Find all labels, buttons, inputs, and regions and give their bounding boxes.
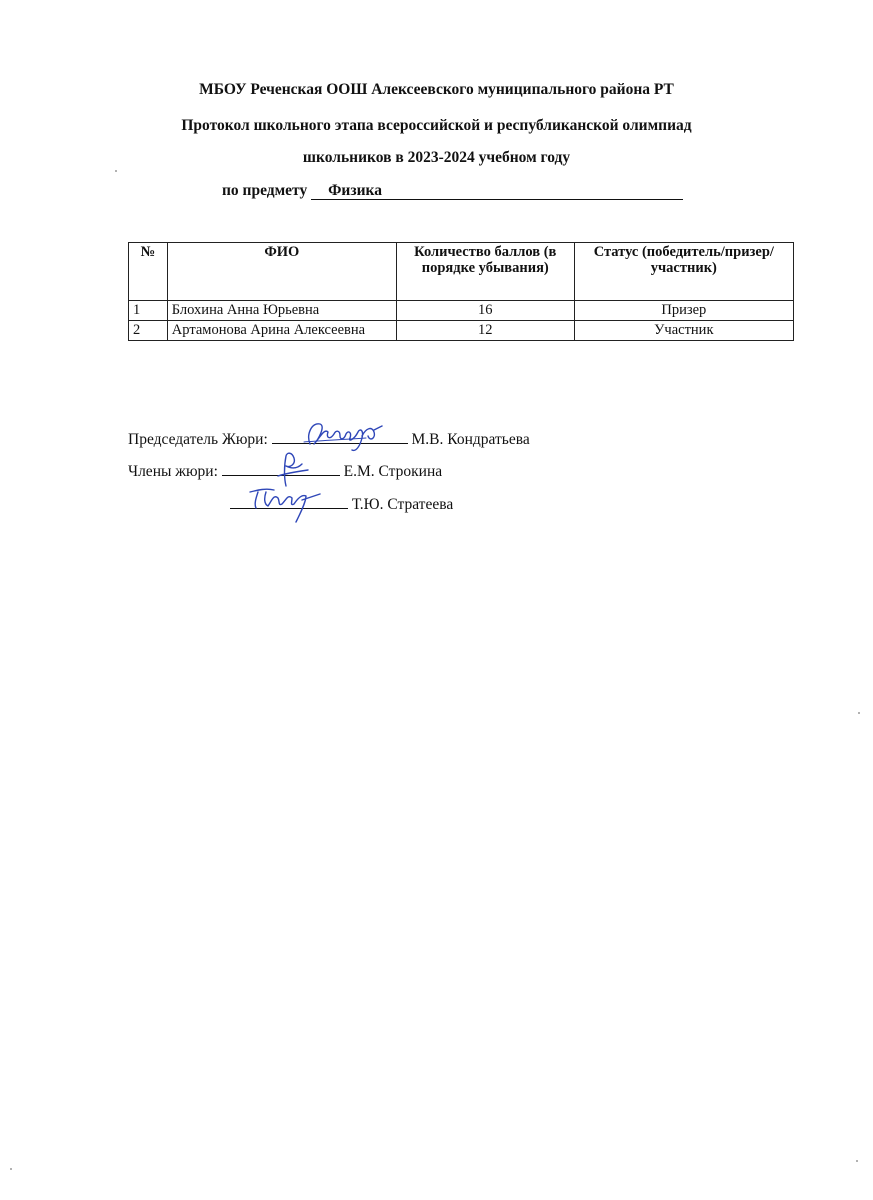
header-status: Статус (победитель/призер/участник): [574, 243, 793, 301]
row-fio: Блохина Анна Юрьевна: [167, 301, 396, 321]
school-name: МБОУ Реченская ООШ Алексеевского муниципального района РТ: [199, 81, 674, 98]
jury-member-1-name: Е.М. Строкина: [343, 463, 443, 480]
header-score: Количество баллов (в порядке убывания): [396, 243, 574, 301]
table-row: [129, 321, 794, 341]
row-status: Участник: [574, 321, 793, 341]
row-status: Призер: [574, 301, 793, 321]
protocol-title-line1: Протокол школьного этапа всероссийской и республиканской олимпиад: [181, 117, 692, 134]
jury-chair-name: М.В. Кондратьева: [411, 431, 530, 448]
scan-speck: [115, 170, 117, 172]
row-fio: Артамонова Арина Алексеевна: [167, 321, 396, 341]
jury-members-label: Члены жюри:: [128, 463, 218, 480]
row-num: 2: [129, 321, 168, 341]
header-num: №: [129, 243, 168, 301]
subject-label: по предмету: [222, 182, 308, 199]
scan-speck: [856, 1160, 858, 1162]
results-table: [128, 242, 794, 341]
subject-line: [222, 181, 683, 201]
header-fio: ФИО: [167, 243, 396, 301]
jury-member-2-name: Т.Ю. Стратеева: [351, 496, 454, 513]
table-row: [129, 301, 794, 321]
member2-signature-image: [244, 480, 334, 526]
jury-chair-label: Председатель Жюри:: [128, 431, 268, 448]
row-num: 1: [129, 301, 168, 321]
table-header-row: [129, 243, 794, 301]
scan-speck: [858, 712, 860, 714]
row-score: 16: [396, 301, 574, 321]
row-score: 12: [396, 321, 574, 341]
scan-speck: [10, 1168, 12, 1170]
subject-value: Физика: [311, 182, 683, 200]
protocol-title-line2: школьников в 2023-2024 учебном году: [302, 149, 571, 166]
